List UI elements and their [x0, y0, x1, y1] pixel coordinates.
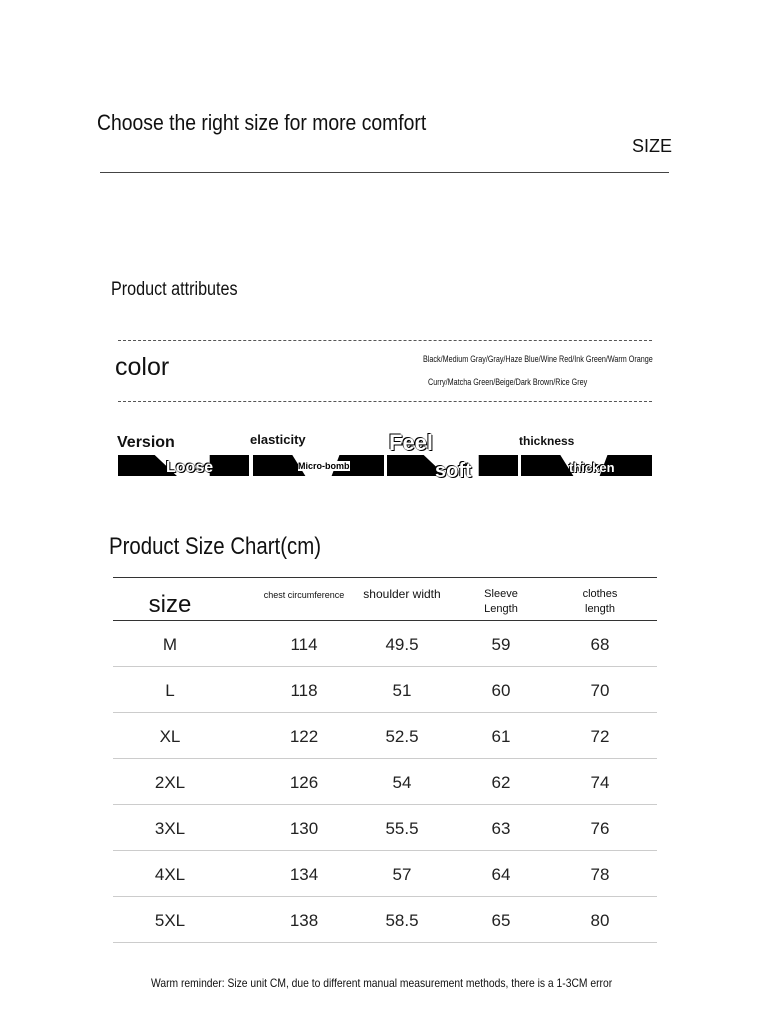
table-cell: 138	[289, 911, 319, 930]
attributes-title: Product attributes	[111, 279, 238, 300]
table-cell: 122	[289, 727, 319, 746]
table-cell: 55.5	[385, 819, 419, 838]
table-cell: 126	[289, 773, 319, 792]
table-cell: 72	[590, 727, 610, 746]
table-cell: 5XL	[154, 911, 186, 930]
table-cell: 64	[491, 865, 511, 884]
header-chest: chest circumference	[263, 590, 345, 600]
table-cell: 70	[590, 681, 610, 700]
row-divider	[113, 804, 657, 805]
row-divider	[113, 666, 657, 667]
color-options-line1: Black/Medium Gray/Gray/Haze Blue/Wine Red/Ink Green/Warm Orange	[423, 354, 653, 364]
table-cell: 74	[590, 773, 610, 792]
header-divider	[100, 172, 669, 173]
dashed-divider	[118, 340, 652, 341]
row-divider	[113, 712, 657, 713]
table-cell: 114	[290, 635, 318, 654]
warm-reminder: Warm reminder: Size unit CM, due to different manual measurement methods, there is a 1-3CM error	[151, 976, 613, 990]
table-top-line	[113, 577, 657, 578]
table-cell: 63	[491, 819, 511, 838]
size-tag: SIZE	[632, 136, 673, 156]
table-cell: 130	[289, 819, 319, 838]
header-size: size	[148, 591, 192, 618]
table-cell: 4XL	[154, 865, 186, 884]
attribute-value-version: Loose	[166, 459, 214, 476]
header-length: clothes length	[582, 588, 618, 615]
color-options-line2: Curry/Matcha Green/Beige/Dark Brown/Rice Grey	[428, 377, 588, 387]
table-cell: 51	[392, 681, 412, 700]
attribute-label-thickness: thickness	[519, 434, 575, 448]
table-cell: 118	[290, 681, 318, 700]
table-cell: 68	[590, 635, 610, 654]
table-cell: 134	[289, 865, 319, 884]
table-cell: 2XL	[154, 773, 186, 792]
table-cell: 80	[590, 911, 610, 930]
attribute-label-elasticity: elasticity	[250, 432, 306, 447]
row-divider	[113, 850, 657, 851]
table-cell: 54	[392, 773, 412, 792]
attribute-value-thickness: thicken	[569, 460, 615, 475]
table-cell: 57	[392, 865, 412, 884]
color-label: color	[115, 353, 170, 381]
table-cell: 3XL	[154, 819, 186, 838]
table-cell: 76	[590, 819, 610, 838]
table-cell: 62	[491, 773, 511, 792]
table-cell: 58.5	[385, 911, 419, 930]
table-cell: 65	[491, 911, 511, 930]
table-cell: XL	[159, 727, 181, 746]
row-divider	[113, 942, 657, 943]
table-cell: 52.5	[385, 727, 419, 746]
attribute-value-feel: soft	[435, 460, 472, 482]
attribute-label-version: Version	[117, 434, 175, 451]
table-cell: 60	[491, 681, 511, 700]
table-cell: 49.5	[385, 635, 419, 654]
dashed-divider	[118, 401, 652, 402]
table-cell: 78	[590, 865, 610, 884]
table-cell: L	[165, 681, 175, 700]
header-shoulder: shoulder width	[363, 587, 441, 601]
table-cell: 59	[491, 635, 511, 654]
table-cell: M	[162, 635, 178, 654]
table-cell: 61	[491, 727, 511, 746]
attribute-value-elasticity: Micro-bomb	[298, 461, 350, 471]
row-divider	[113, 758, 657, 759]
row-divider	[113, 896, 657, 897]
page-title: Choose the right size for more comfort	[97, 110, 427, 135]
header-divider-line	[113, 620, 657, 621]
size-chart-title: Product Size Chart(cm)	[109, 533, 321, 560]
attribute-label-feel: Feel	[389, 430, 434, 455]
header-sleeve: Sleeve Length	[484, 588, 518, 615]
